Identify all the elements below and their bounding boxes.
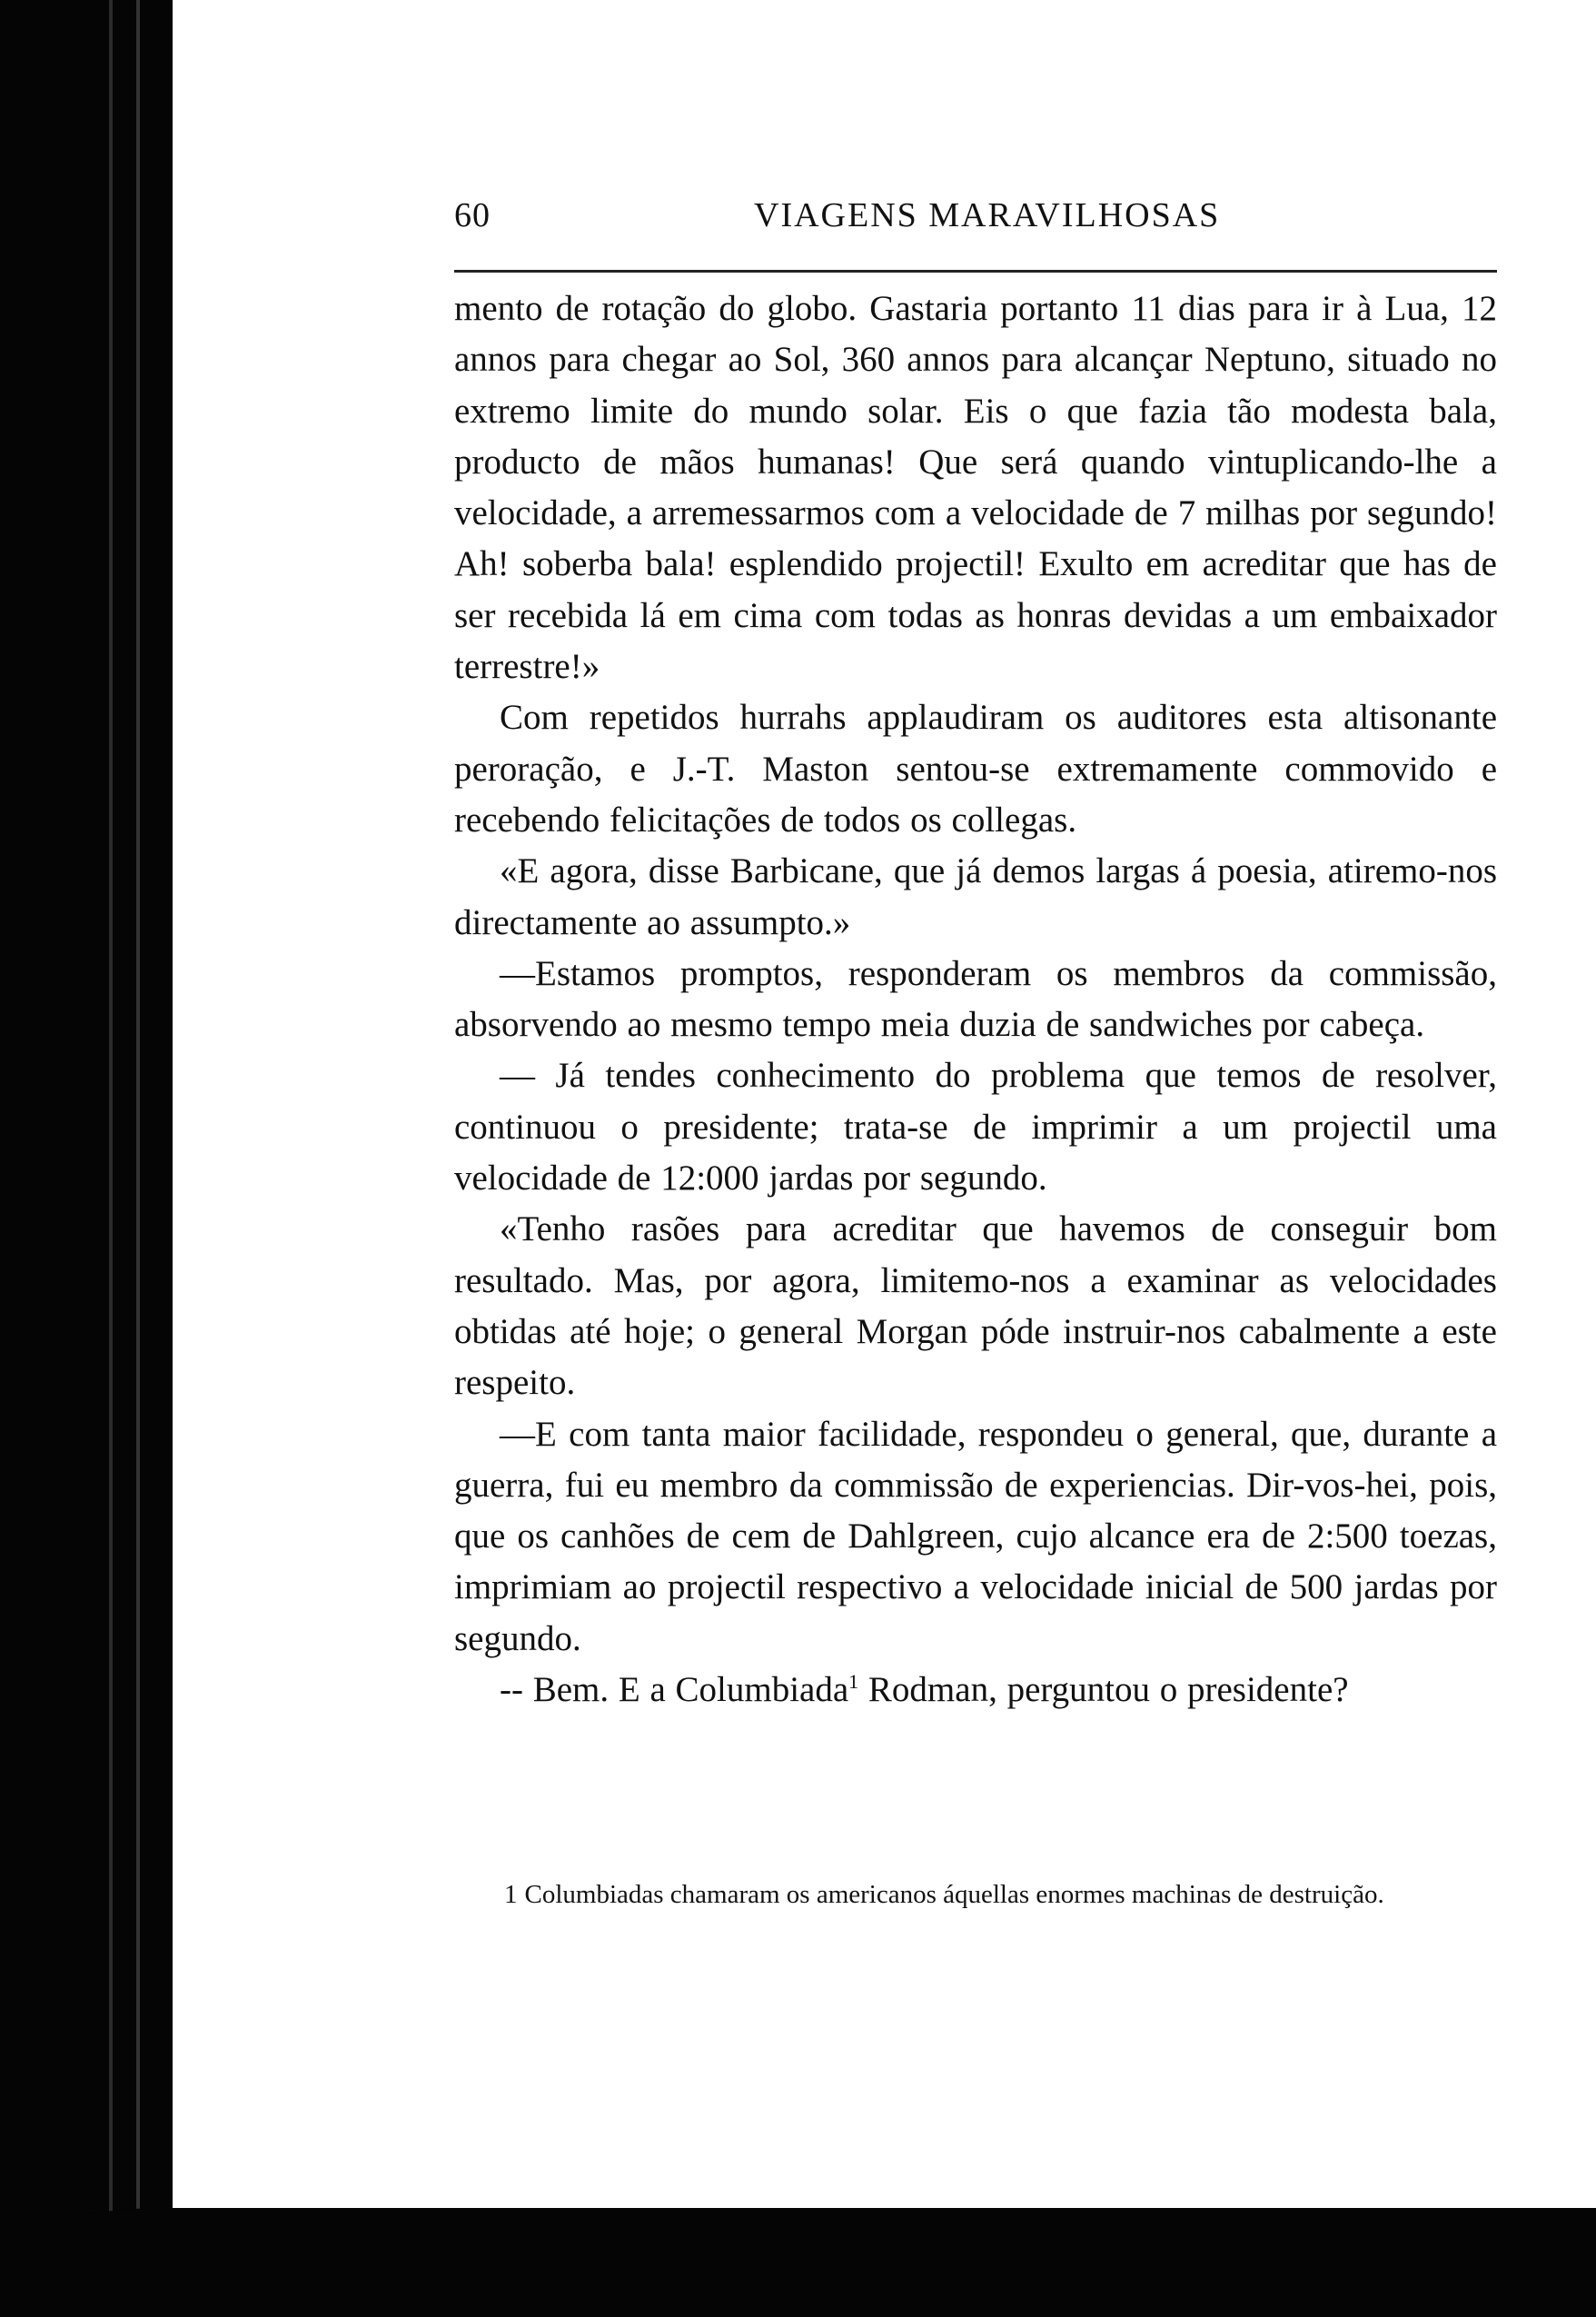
footnote-text: Columbiadas chamaram os americanos áquellas enormes machinas de destruição. <box>524 1880 1384 1909</box>
page-edge-line <box>136 0 140 2317</box>
header-rule <box>454 270 1497 273</box>
paragraph: —Estamos promptos, responderam os membros da commissão, absorvendo ao mesmo tempo meia duzia de sandwiches por cabeça. <box>454 953 1497 1045</box>
paragraph: Com repetidos hurrahs applaudiram os auditores esta altisonante peroração, e J.-T. Maston sentou-se extremamente commovido e recebendo felicitações de todos os collegas. <box>454 698 1497 840</box>
footnote <box>454 1875 1497 1914</box>
running-head: VIAGENS MARAVILHOSAS <box>754 196 1221 234</box>
page-header <box>454 195 1497 250</box>
paragraph-text: -- Bem. E a Columbiada <box>500 1670 849 1710</box>
footnote-reference: 1 <box>848 1670 859 1694</box>
book-binding-shadow <box>0 0 173 2317</box>
body-text <box>454 283 1497 1715</box>
page-edge-line <box>109 0 113 2317</box>
paragraph: «E agora, disse Barbicane, que já demos largas á poesia, atiremo-nos directamente ao assumpto.» <box>454 851 1497 942</box>
paragraph: «Tenho rasões para acreditar que havemos de conseguir bom resultado. Mas, por agora, limitemo-nos a examinar as velocidades obtidas até hoje; o general Morgan póde instruir-nos cabalmente a este respeito. <box>454 1209 1497 1403</box>
paragraph <box>454 1665 1497 1715</box>
paragraph: — Já tendes conhecimento do problema que temos de resolver, continuou o presidente; trata-se de imprimir a um projectil uma velocidade de 12:000 jardas por segundo. <box>454 1056 1497 1198</box>
paragraph: mento de rotação do globo. Gastaria portanto 11 dias para ir à Lua, 12 annos para chegar ao Sol, 360 annos para alcançar Neptuno, situado no extremo limite do mundo solar. Eis o que fazia tão modesta bala, producto de mãos humanas! Que será quando vintuplicando-lhe a velocidade, a arremessarmos com a velocidade de 7 milhas por segundo! Ah! soberba bala! esplendido projectil! Exulto em acreditar que has de ser recebida lá em cima com todas as honras devidas a um embaixador terrestre!» <box>454 289 1497 687</box>
page-number: 60 <box>454 196 491 234</box>
bottom-dark-border <box>0 2208 1596 2317</box>
paragraph-text: Rodman, perguntou o presidente? <box>858 1670 1349 1710</box>
footnote-number: 1 <box>504 1880 518 1909</box>
paragraph: —E com tanta maior facilidade, respondeu o general, que, durante a guerra, fui eu membro da commissão de experiencias. Dir-vos-hei, pois, que os canhões de cem de Dahlgreen, cujo alcance era de 2:500 toezas, imprimiam ao projectil respectivo a velocidade inicial de 500 jardas por segundo. <box>454 1414 1497 1658</box>
